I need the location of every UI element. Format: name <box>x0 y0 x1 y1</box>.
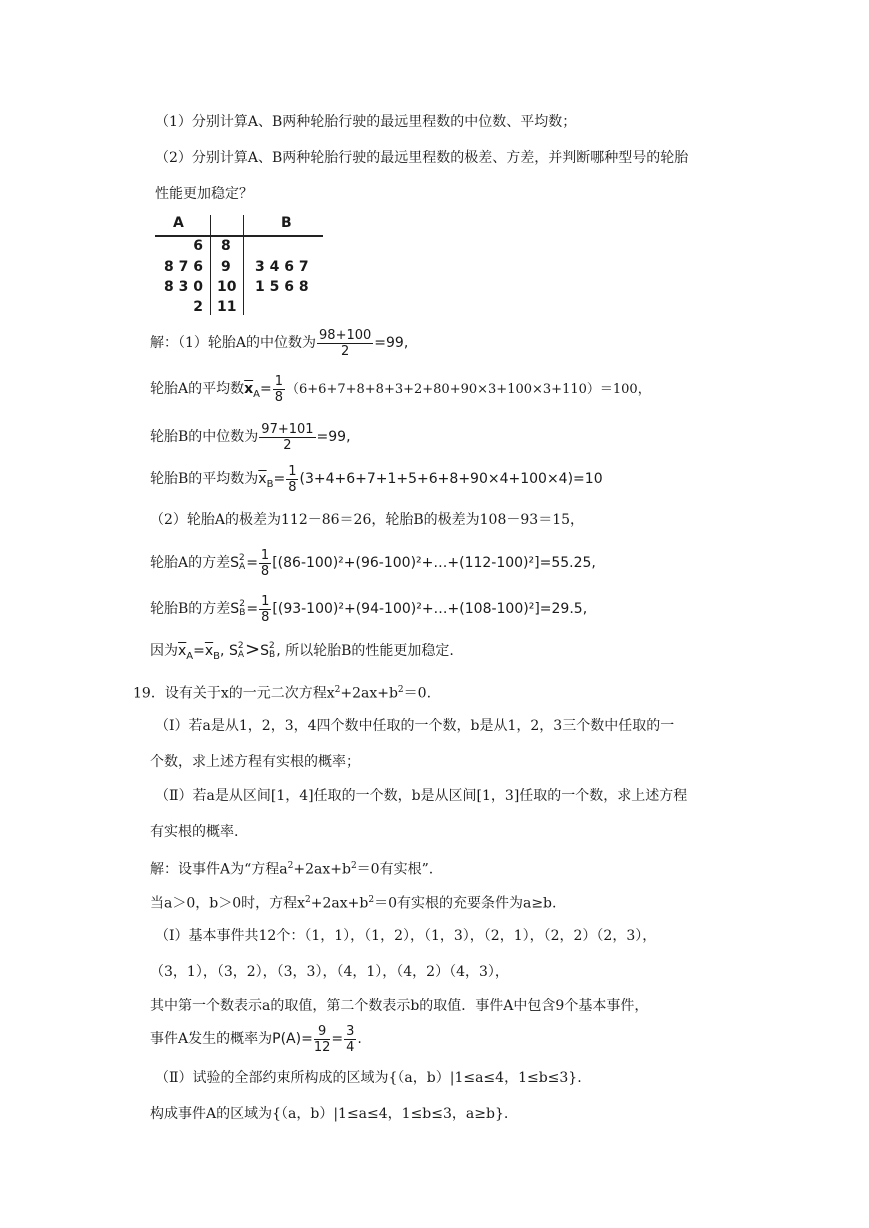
var-b-symbol: S <box>230 601 240 617</box>
var-b-tail: [(93-100)²+(94-100)²+…+(108-100)²]=29.5, <box>272 601 588 617</box>
var-b-scripts <box>239 600 245 618</box>
conclusion-eq: = <box>193 643 205 659</box>
mean-a-prefix: 轮胎A的平均数 <box>150 381 245 397</box>
stem-leaf-header-a: A <box>173 215 184 231</box>
stem-leaf-header-rule <box>155 235 323 237</box>
q19-prob-den1: 12 <box>313 1039 331 1055</box>
q19-event-sup2: 2 <box>350 861 357 871</box>
q19-sol-region-a: 构成事件A的区域为{（a，b）|1≤a≤4，1≤b≤3，a≥b}. <box>150 1106 509 1122</box>
q19-event-b: +2ax+b <box>293 861 351 878</box>
mean-b-sub: B <box>266 478 274 490</box>
conclusion-sub-a: A <box>186 650 194 662</box>
conclusion-s-a: S <box>228 643 238 659</box>
mean-b-num: 1 <box>288 463 297 479</box>
q18-sol-median-b <box>150 420 351 454</box>
var-b-sup: 2 <box>239 599 245 609</box>
conclusion-sub-b: B <box>213 650 221 662</box>
var-a-sub: A <box>239 562 246 572</box>
stem-leaf-stem-row-2: 9 <box>221 259 231 275</box>
median-b-tail: =99, <box>316 429 351 445</box>
mean-a-eq: = <box>260 381 272 397</box>
conclusion-comma-2: , <box>276 643 281 659</box>
mean-a-fraction <box>273 374 285 405</box>
q19-prob-eq: = <box>331 1031 344 1047</box>
stem-leaf-right-row-2: 3 4 6 7 <box>255 259 309 275</box>
q19-cond-sup2: 2 <box>368 895 375 905</box>
q19-sol-probability <box>150 1022 362 1056</box>
mean-a-tail: （6+6+7+8+8+3+2+80+90×3+100×3+110）＝100， <box>286 382 651 397</box>
stem-leaf-stem-row-4: 11 <box>217 299 237 315</box>
q19-sol-condition <box>150 890 556 914</box>
q19-event-c: ＝0有实根”. <box>356 861 434 878</box>
q19-part2-line2: 有实根的概率. <box>150 824 239 840</box>
q18-sol-range: （2）轮胎A的极差为112－86＝26，轮胎B的极差为108－93＝15， <box>150 512 585 528</box>
mean-b-fraction <box>286 464 298 495</box>
q19-sol-events-line1: （Ⅰ）基本事件共12个：（1，1），（1，2），（1，3），（2，1），（2，2）（2，3）， <box>155 928 657 944</box>
mean-b-prefix: 轮胎B的平均数为 <box>150 471 259 487</box>
q19-cond-b: +2ax+b <box>310 895 369 912</box>
q19-part2-line1: （Ⅱ）若a是从区间[1，4]任取的一个数，b是从区间[1，3]任取的一个数，求上述方程 <box>155 788 688 804</box>
q19-sol-explain: 其中第一个数表示a的取值，第二个数表示b的取值．事件A中包含9个基本事件， <box>150 998 649 1014</box>
var-b-num: 1 <box>261 593 270 609</box>
stem-leaf-left-row-4: 2 <box>193 299 203 315</box>
mean-a-den: 8 <box>274 389 284 405</box>
q19-part1-line2: 个数，求上述方程有实根的概率； <box>150 754 360 770</box>
q19-prob-den2: 4 <box>346 1039 355 1055</box>
q18-part2-line1: （2）分别计算A、B两种轮胎行驶的最远里程数的极差、方差，并判断哪种型号的轮胎 <box>155 150 689 166</box>
q19-event-sup1: 2 <box>287 861 294 871</box>
q18-sol-var-b <box>150 592 587 626</box>
q19-prob-p: P(A)= <box>272 1031 313 1047</box>
mean-b-var: $\overline{x}$ <box>258 471 267 487</box>
median-a-fraction <box>317 328 373 359</box>
q19-prob-fraction-2 <box>344 1024 356 1055</box>
var-a-tail: [(86-100)²+(96-100)²+…+(112-100)²]=55.25, <box>272 555 596 571</box>
q19-prob-prefix: 事件A发生的概率为 <box>150 1031 273 1047</box>
q19-cond-c: ＝0有实根的充要条件为a≥b. <box>374 895 557 912</box>
q19-title-c: ＝0. <box>403 685 432 702</box>
q19-prob-fraction-1 <box>314 1024 331 1055</box>
stem-leaf-plot <box>155 215 325 315</box>
mean-b-den: 8 <box>288 479 297 495</box>
var-a-den: 8 <box>260 563 270 579</box>
conclusion-s-a-sub: A <box>237 650 245 660</box>
q18-part1: （1）分别计算A、B两种轮胎行驶的最远里程数的中位数、平均数； <box>155 114 577 130</box>
q18-conclusion <box>150 640 454 667</box>
conclusion-s-a-sup: 2 <box>237 641 244 651</box>
conclusion-tail: 所以轮胎B的性能更加稳定. <box>285 643 454 659</box>
q19-sol-events-line2: （3，1），（3，2），（3，3），（4，1），（4，2）（4，3）， <box>150 964 509 980</box>
q19-title-sup2: 2 <box>397 685 404 695</box>
median-b-prefix: 轮胎B的中位数为 <box>150 429 259 445</box>
stem-leaf-right-row-3: 1 5 6 8 <box>255 279 309 295</box>
stem-leaf-left-row-3: 8 3 0 <box>164 279 203 295</box>
median-b-den: 2 <box>283 437 292 453</box>
conclusion-xbar-a: $\overline{x}$ <box>178 643 187 659</box>
conclusion-s-b: S <box>260 643 269 659</box>
mean-a-num: 1 <box>274 373 284 389</box>
q18-part2-line2: 性能更加稳定？ <box>155 186 253 202</box>
median-b-fraction <box>259 422 315 453</box>
conclusion-s-b-sub: B <box>269 650 276 660</box>
median-a-num: 98+100 <box>319 327 372 343</box>
q19-title <box>133 680 431 704</box>
stem-leaf-stem-row-1: 8 <box>221 238 231 254</box>
q19-event-a: 解：设事件A为“方程a <box>150 861 288 878</box>
var-a-num: 1 <box>260 547 270 563</box>
mean-b-eq: = <box>273 471 286 487</box>
var-a-scripts <box>239 554 245 572</box>
q19-cond-sup1: 2 <box>305 895 311 905</box>
q18-sol-var-a <box>150 546 596 580</box>
median-a-tail: =99, <box>374 335 409 351</box>
q18-sol-median-a <box>150 326 408 360</box>
conclusion-s-b-sup: 2 <box>269 641 275 651</box>
stem-leaf-left-row-1: 6 <box>193 238 203 254</box>
conclusion-s-a-scripts <box>238 642 244 660</box>
var-b-eq: = <box>246 601 259 617</box>
var-b-prefix: 轮胎B的方差 <box>150 601 231 617</box>
q19-sol-event <box>150 856 433 880</box>
q19-prob-num2: 3 <box>346 1023 355 1039</box>
var-b-fraction <box>259 594 271 625</box>
var-a-prefix: 轮胎A的方差 <box>150 555 231 571</box>
q18-sol-mean-b <box>150 462 603 502</box>
var-a-sup: 2 <box>239 553 245 563</box>
mean-a-sub: A <box>253 388 260 400</box>
stem-leaf-left-rule <box>210 215 211 315</box>
q19-part1-line1: （Ⅰ）若a是从1，2，3，4四个数中任取的一个数，b是从1，2，3三个数中任取的一 <box>155 718 675 734</box>
conclusion-s-b-scripts <box>269 642 275 660</box>
stem-leaf-header-b: B <box>281 215 292 231</box>
stem-leaf-right-rule <box>243 215 244 315</box>
var-b-den: 8 <box>261 609 270 625</box>
q19-title-b: +2ax+b <box>340 685 398 702</box>
var-a-fraction <box>259 548 271 579</box>
q19-prob-tail: . <box>357 1031 362 1047</box>
var-a-symbol: S <box>230 555 240 571</box>
mean-a-var: $\overline{x}$ <box>244 381 254 397</box>
q19-title-sup1: 2 <box>334 685 341 695</box>
median-a-den: 2 <box>341 343 350 359</box>
mean-b-tail: (3+4+6+7+1+5+6+8+90×4+100×4)=10 <box>299 471 603 487</box>
stem-leaf-stem-row-3: 10 <box>217 279 237 295</box>
var-b-sub: B <box>239 608 246 618</box>
conclusion-prefix: 因为 <box>150 643 178 659</box>
conclusion-xbar-b: $\overline{x}$ <box>204 643 214 659</box>
conclusion-gt: > <box>245 639 261 660</box>
q19-sol-region-all: （Ⅱ）试验的全部约束所构成的区域为{（a，b）|1≤a≤4，1≤b≤3}. <box>155 1070 582 1086</box>
q19-prob-num1: 9 <box>314 1024 331 1040</box>
var-a-eq: = <box>246 555 258 571</box>
q18-sol-mean-a <box>150 372 651 412</box>
stem-leaf-left-row-2: 8 7 6 <box>164 259 203 275</box>
q19-title-a: 19．设有关于x的一元二次方程x <box>133 685 335 702</box>
conclusion-comma-1: , <box>220 643 225 659</box>
median-a-prefix: 解：（1）轮胎A的中位数为 <box>150 335 317 351</box>
q19-cond-a: 当a＞0，b＞0时，方程x <box>150 895 306 912</box>
median-b-num: 97+101 <box>261 421 314 437</box>
